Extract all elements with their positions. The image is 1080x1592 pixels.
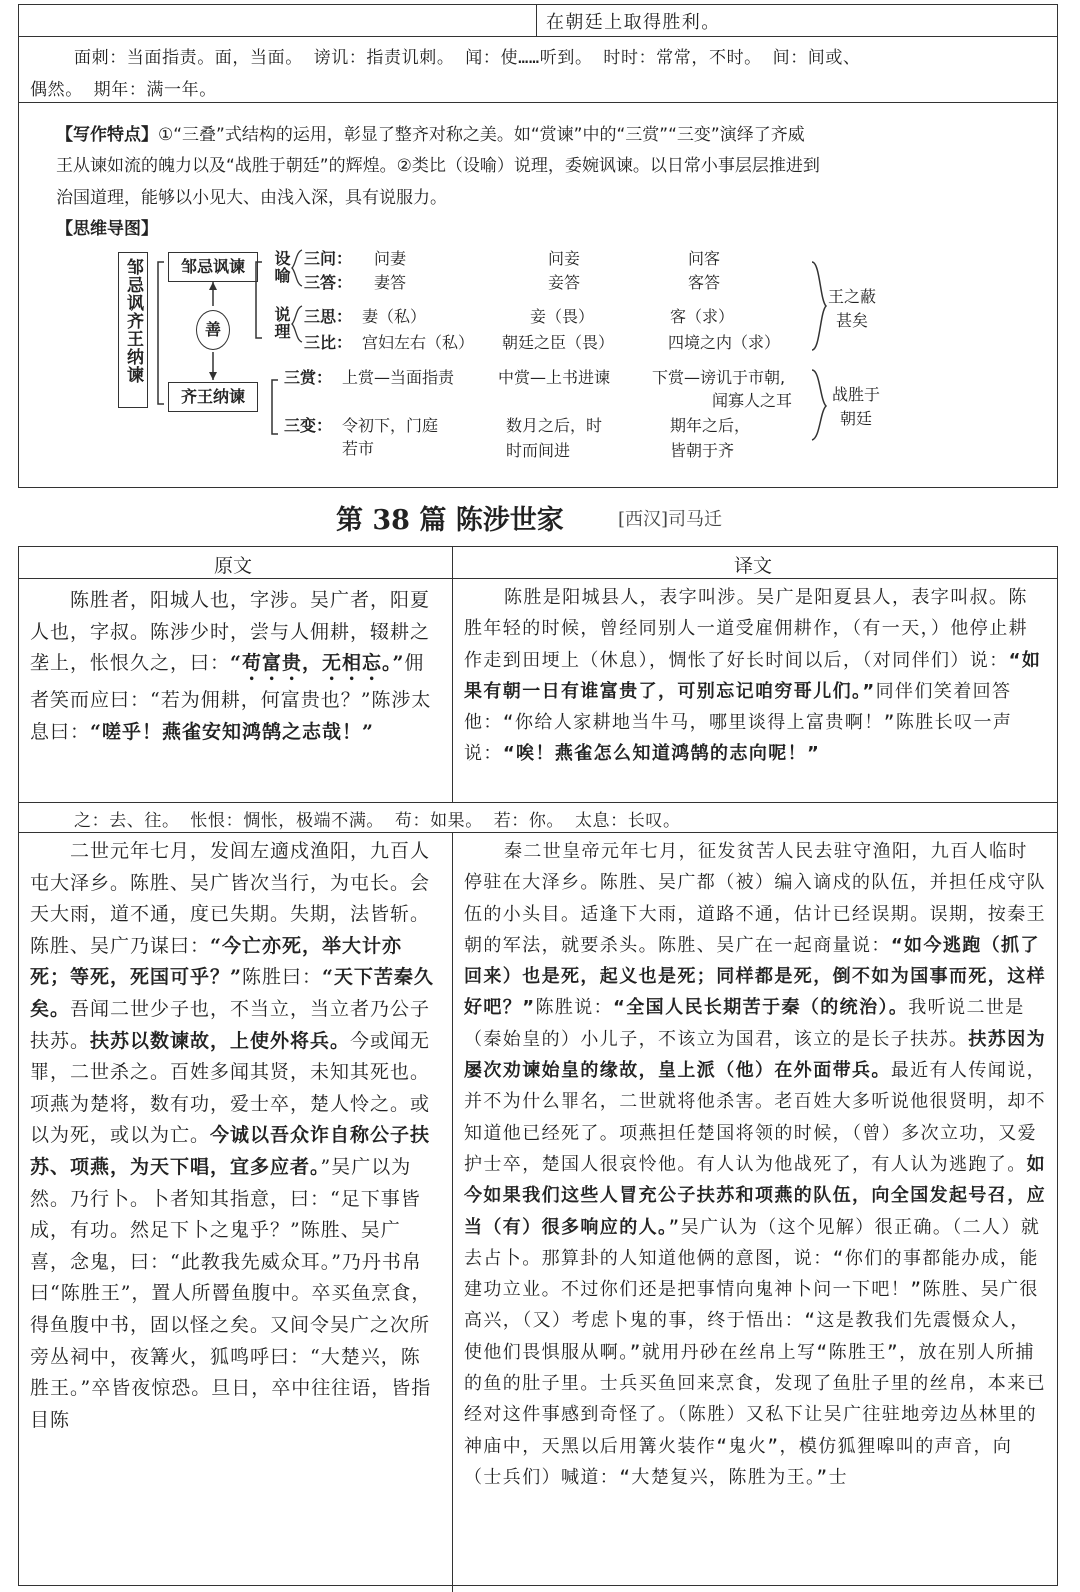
- s2-orig-c: 陈胜曰：: [241, 966, 322, 989]
- notes-line-1: 面刺：当面指责。面，当面。 谤讥：指责讥刺。 闻：使……听到。 时时：常常，不时。 间：间或、: [74, 48, 861, 68]
- mindmap-san-si: 三思：: [304, 307, 353, 326]
- mindmap-bi-1: 宫妇左右（私）: [362, 333, 475, 352]
- mindmap-branch-2: 齐王纳谏: [168, 382, 258, 412]
- writing-p3: 治国道理，能够以小见大、由浅入深，具有说服力。: [56, 188, 447, 208]
- writing-p1: ①“三叠”式结构的运用，彰显了整齐对称之美。如“赏谏”中的“三赏”“三变”演绎了齐威: [158, 125, 805, 145]
- mindmap-bian-6: 皆朝于齐: [670, 441, 735, 460]
- s1-trans-c: 同伴们笑着回答他：“你给人家耕地当牛马，哪里谈得上富贵啊！”陈胜长叹一声说：: [464, 680, 1013, 765]
- s1-trans-b: “如果有朝一日有谁富贵了，可别忘记咱穷哥儿们。”: [464, 649, 1042, 702]
- main-notes-rule-top: [18, 802, 1058, 803]
- mindmap-result-1a: 王之蔽: [828, 287, 877, 306]
- mindmap-wen-3: 问客: [688, 249, 721, 268]
- mindmap-bi-3: 四境之内（求）: [668, 333, 781, 352]
- mindmap-shang-2: 中赏—上书进谏: [498, 368, 611, 387]
- mindmap-san-shang: 三赏：: [284, 368, 333, 387]
- s1-orig-b: “苟富贵，无相忘。”: [230, 652, 405, 674]
- mindmap-sheyu: 设喻: [272, 250, 291, 284]
- s2-orig-e: 吾闻二世少子也，不当立，当立者乃公子扶苏。: [30, 997, 431, 1052]
- s2-original: [30, 836, 438, 1436]
- s2-orig-i: ”吴广以为然。乃行卜。卜者知其指意，曰：“足下事皆成，有功。然足下卜之鬼乎？”陈胜、吴广喜，念鬼，曰：“此教我先威众耳。”乃丹书帛曰“陈胜王”，置人所罾鱼腹中。卒买鱼烹食，得鱼腹中书，固以怪之矣。又间令吴广之次所旁丛祠中，夜篝火，狐鸣呼曰：“大楚兴，陈胜王。”卒皆夜惊恐。旦日，卒中往往语，皆指目陈: [30, 1155, 432, 1431]
- s2-orig-g: 今或闻无罪，二世杀之。百姓多闻其贤，未知其死也。项燕为楚将，数有功，爱士卒，楚人怜之。或以为死，或以为亡。: [30, 1029, 431, 1147]
- s2-trans-c: 陈胜说：: [535, 997, 614, 1019]
- mindmap-si-3: 客（求）: [670, 307, 735, 326]
- mindmap-si-2: 妾（畏）: [530, 307, 595, 326]
- top-right-cell: 在朝廷上取得胜利。: [546, 12, 721, 33]
- col-header-translation: 译文: [734, 555, 773, 577]
- notes-row-2: 之：去、往。 怅恨：惆怅，极端不满。 苟：如果。 若：你。 太息：长叹。: [74, 811, 681, 831]
- mindmap-san-bian: 三变：: [284, 416, 333, 435]
- mindmap-branch-1: 邹忌讽谏: [168, 252, 258, 282]
- mindmap-result-1b: 甚矣: [836, 311, 869, 330]
- mindmap-bi-2: 朝廷之臣（畏）: [502, 333, 615, 352]
- main-notes-rule-bottom: [18, 832, 1058, 833]
- mindmap-san-bi: 三比：: [304, 333, 353, 352]
- mindmap-si-1: 妻（私）: [362, 307, 427, 326]
- mindmap-bian-1: 令初下，门庭: [342, 416, 439, 435]
- mindmap-shang-1: 上赏—当面指责: [342, 368, 455, 387]
- main-col-divider-1: [452, 546, 453, 802]
- s2-trans-h: 如今如果我们这些人冒充公子扶苏和项燕的队伍，向全国发起号召，应当（有）很多响应的人。: [464, 1153, 1047, 1238]
- col-header-original: 原文: [214, 555, 253, 577]
- s2-trans-g: 最近有人传闻说，并不为什么罪名，二世就将他杀害。老百姓大多听说他很贤明，却不知道他已经死了。项燕担任楚国将领的时候，（曾）多次立功，又爱护士卒，楚国人很哀怜他。有人认为他战死了，有人认为逃跑了。: [464, 1060, 1047, 1175]
- mindmap-shuoli: 说理: [272, 306, 291, 340]
- mindmap-bian-5: 期年之后，: [670, 416, 751, 435]
- s2-trans-f: 扶苏因为屡次劝谏始皇的缘故，皇上派（他）在外面带兵。: [464, 1028, 1047, 1082]
- mindmap-result-2b: 朝廷: [840, 409, 873, 428]
- mindmap-bian-2: 若市: [342, 439, 375, 458]
- article-title: 第 38 篇 陈涉世家: [336, 505, 564, 536]
- s2-orig-h: 今诚以吾众诈自称公子扶苏、项燕，为天下唱，宜多应者。: [30, 1124, 431, 1178]
- main-col-divider-2: [452, 832, 453, 1592]
- s2-trans-e: 我听说二世是（秦始皇的）小儿子，不该立为国君，该立的是长子扶苏。: [464, 997, 1025, 1050]
- mindmap-da-1: 妻答: [374, 273, 407, 292]
- mindmap-da-3: 客答: [688, 273, 721, 292]
- mindmap-san-da: 三答：: [304, 273, 353, 292]
- s1-orig-c: 佣者笑而应曰：“若为佣耕，何富贵也？”陈涉太息曰：: [30, 652, 432, 743]
- writing-p2: 王从谏如流的魄力以及“战胜于朝廷”的辉煌。②类比（设喻）说理，委婉讽谏。以日常小事层层推进到: [56, 156, 820, 176]
- s2-trans-i: ”吴广认为（这个见解）很正确。（二人）就去占卜。那算卦的人知道他俩的意图，说：“你们的事都能办成，能建功立业。不过你们还是把事情向鬼神卜问一下吧！”陈胜、吴广很高兴，（又）考虑卜鬼的事，终于悟出：“这是教我们先震慑众人，使他们畏惧服从啊。”就用丹砂在丝帛上写“陈胜王”，放在别人所捕的鱼的肚子里。士兵买鱼回来烹食，发现了鱼肚子里的丝帛，本来已经对这件事感到奇怪了。（陈胜）又私下让吴广往驻地旁边丛林里的神庙中，天黑以后用篝火装作“鬼火”，模仿狐狸嗥叫的声音，向（士兵们）喊道：“大楚复兴，陈胜为王。”士: [464, 1216, 1046, 1488]
- mind-map: [0, 0, 1080, 490]
- mindmap-bian-4: 时而间进: [506, 441, 571, 460]
- s1-orig-a: 陈胜者，阳城人也，字涉。吴广者，阳夏人也，字叔。陈涉少时，尝与人佣耕，辍耕之垄上，怅恨久之，曰：: [30, 589, 431, 674]
- s2-translation: [464, 836, 1046, 1493]
- mindmap-da-2: 妾答: [548, 273, 581, 292]
- mindmap-label: 【思维导图】: [56, 219, 158, 239]
- mindmap-wen-1: 问妻: [374, 249, 407, 268]
- writing-label: 【写作特点】: [56, 125, 158, 145]
- s1-translation: [464, 582, 1046, 770]
- s1-orig-d: “嗟乎！燕雀安知鸿鹄之志哉！”: [90, 720, 374, 743]
- s2-orig-b: “今亡亦死，举大计亦死；等死，死国可乎？”: [30, 934, 402, 989]
- mindmap-san-wen: 三问：: [304, 249, 353, 268]
- s1-original: [30, 585, 438, 748]
- mindmap-bian-3: 数月之后，时: [506, 416, 603, 435]
- s2-orig-f: 扶苏以数谏故，上使外将兵。: [90, 1029, 351, 1052]
- s1-trans-a: 陈胜是阳城县人，表字叫涉。吴广是阳夏县人，表字叫叔。陈胜年轻的时候，曾经同别人一道受雇佣耕作，（有一天，）他停止耕作走到田埂上（休息），惆怅了好长时间以后，（对同伴们）说：: [464, 587, 1028, 671]
- s2-trans-a: 秦二世皇帝元年七月，征发贫苦人民去驻守渔阳，九百人临时停驻在大泽乡。陈胜、吴广都（被）编入谪戍的队伍，并担任戍守队伍的小头目。适逢下大雨，道路不通，估计已经误期。误期，按秦王朝的军法，就要杀头。陈胜、吴广在一起商量说：: [464, 841, 1046, 956]
- main-header-rule: [18, 578, 1058, 579]
- s2-orig-a: 二世元年七月，发闾左適戍渔阳，九百人屯大泽乡。陈胜、吴广皆次当行，为屯长。会天大雨，道不通，度已失期。失期，法皆斩。陈胜、吴广乃谋曰：: [30, 840, 431, 957]
- mindmap-root-text: 邹忌讽齐王纳谏: [123, 258, 143, 384]
- s1-trans-d: “唉！燕雀怎么知道鸿鹄的志向呢！”: [502, 743, 821, 765]
- s2-orig-d: “天下苦秦久矣。: [30, 966, 434, 1020]
- mindmap-center: 善: [196, 310, 230, 350]
- article-author: [西汉]司马迁: [618, 509, 723, 530]
- mindmap-result-2a: 战胜于: [832, 385, 881, 404]
- notes-line-2: 偶然。 期年：满一年。: [30, 80, 217, 100]
- s2-trans-b: “如今逃跑（抓了回来）也是死，起义也是死；同样都是死，倒不如为国事而死，这样好吧？”: [464, 934, 1046, 1019]
- s2-trans-d: “全国人民长期苦于秦（的统治）。: [613, 997, 909, 1019]
- mindmap-wen-2: 问妾: [548, 249, 581, 268]
- mindmap-shang-3: 下赏—谤讥于市朝,: [652, 368, 786, 387]
- mindmap-shang-4: 闻寡人之耳: [712, 391, 793, 410]
